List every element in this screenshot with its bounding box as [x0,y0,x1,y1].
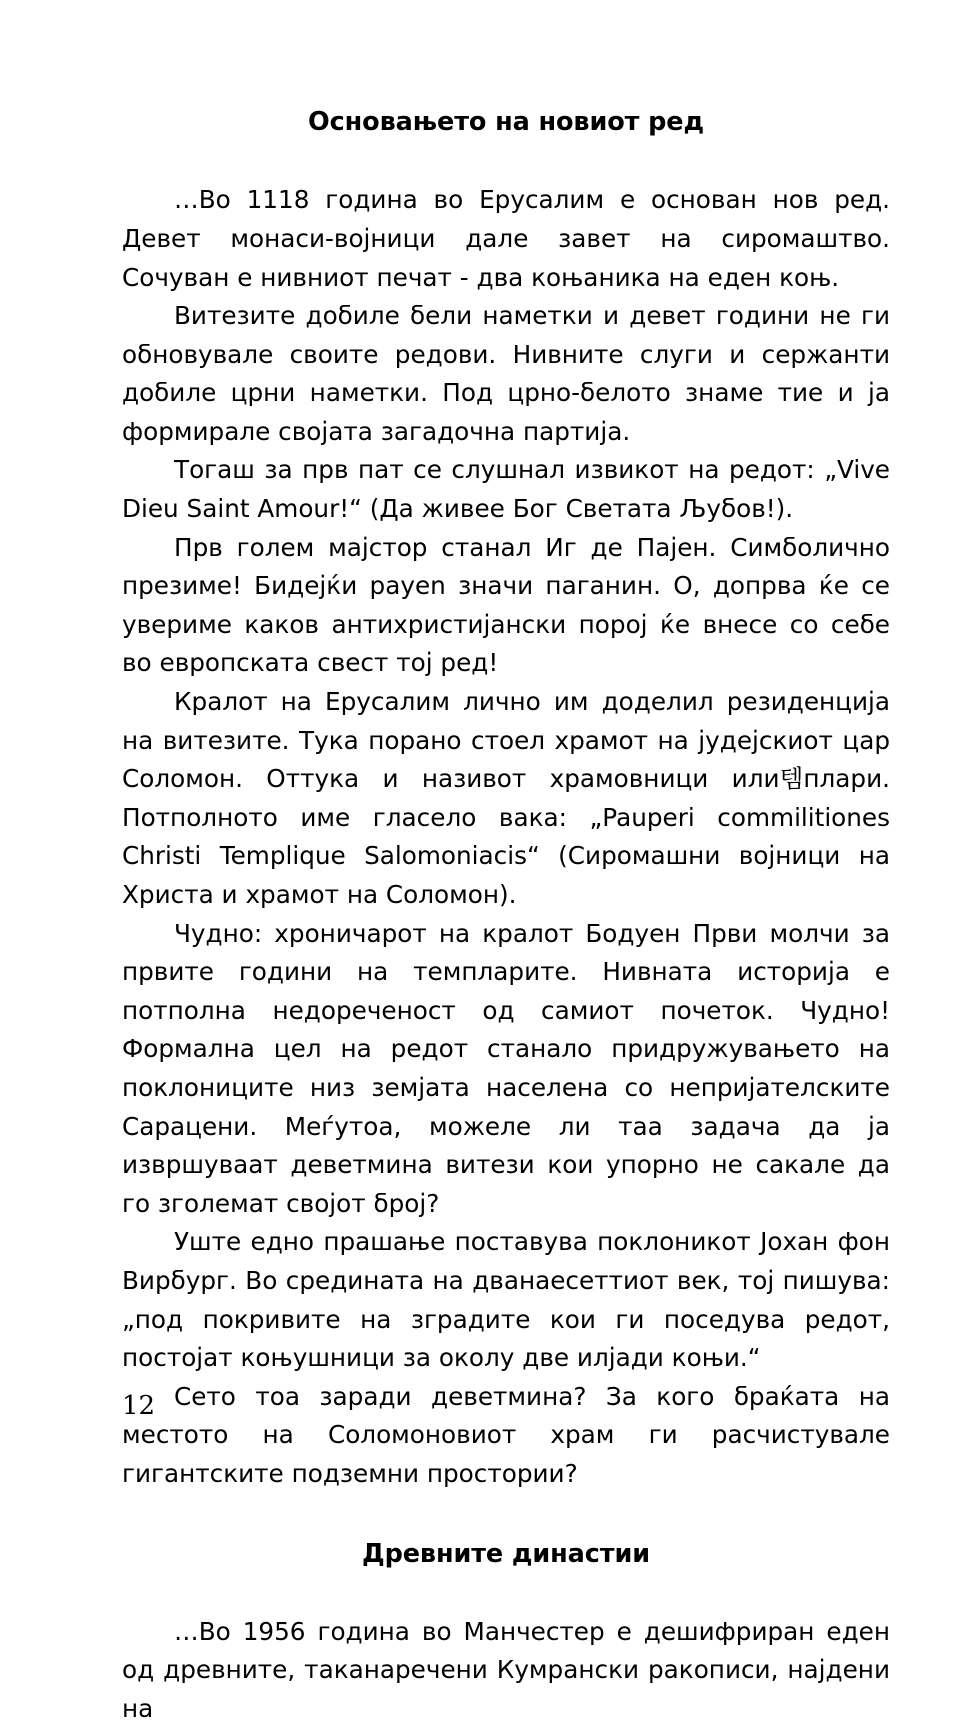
paragraph: Витезите добиле бели наметки и девет години не ги обновувале своите редови. Нивните слуги и сержанти добиле црни наметки. Под црно-белото знаме тие и ја формирале својата загадочна партија. [122,301,890,446]
page-number: 12 [122,1391,156,1421]
paragraph: Чудно: хроничарот на кралот Бодуен Први молчи за првите години на темпларите. Нивната историја е потполна недореченост од самиот почеток. Чудно! Формална цел на редот станало придружувањето на поклониците низ земјата населена со непријателските Сарацени. Меѓутоа, можеле ли таа задача да ја извршуваат деветмина витези кои упорно не сакале да го зголемат својот број? [122,918,890,1218]
paragraph: …Во 1118 година во Ерусалим е основан нов ред. Девет монаси-војници дале завет на сиромаштво. Сочуван е нивниот печат - два коњаника на еден коњ. [122,185,890,292]
paragraph: Кралот на Ерусалим лично им доделил резиденција на витезите. Тука порано стоел храмот на јудејскиот цар Соломон. Оттука и називот храмовници или템плари. Потполното име гласело вака: „Pauperi commilitiones Christi Templique Salomoniacis“ (Сиромашни војници на Христа и храмот на Соломон). [122,687,890,909]
section-spacer [122,1494,890,1540]
paragraph: Тогаш за прв пат се слушнал извикот на редот: „Vive Dieu Saint Amour!“ (Да живее Бог Светата Љубов!). [122,455,890,524]
heading-spacer [122,137,890,181]
paragraph: Прв голем мајстор станал Иг де Пајен. Симболично презиме! Бидејќи payen значи паганин. О, допрва ќе се увериме каков антихристијански порој ќе внесе со себе во европската свест тој ред! [122,532,890,678]
paragraph: Сето тоа заради деветмина? За кого браќата на местото на Соломоновиот храм ги расчистувале гигантските подземни простории? [122,1381,890,1488]
page-title: Основањето на новиот ред [308,107,704,137]
paragraph: Уште едно прашање поставува поклоникот Јохан фон Вирбург. Во средината на дванаесеттиот век, тој пишува: „под покривите на зградите кои ги поседува редот, постојат коњушници за околу две илјади коњи.“ [122,1227,890,1373]
section-heading-ancient-dynasties: Древните династии [361,1538,651,1569]
paragraph: …Во 1956 година во Манчестер е дешифриран еден од древните, таканаречени Кумрански ракописи, најдени на [122,1616,890,1723]
heading-spacer [122,1569,890,1613]
page-content [122,108,890,1729]
